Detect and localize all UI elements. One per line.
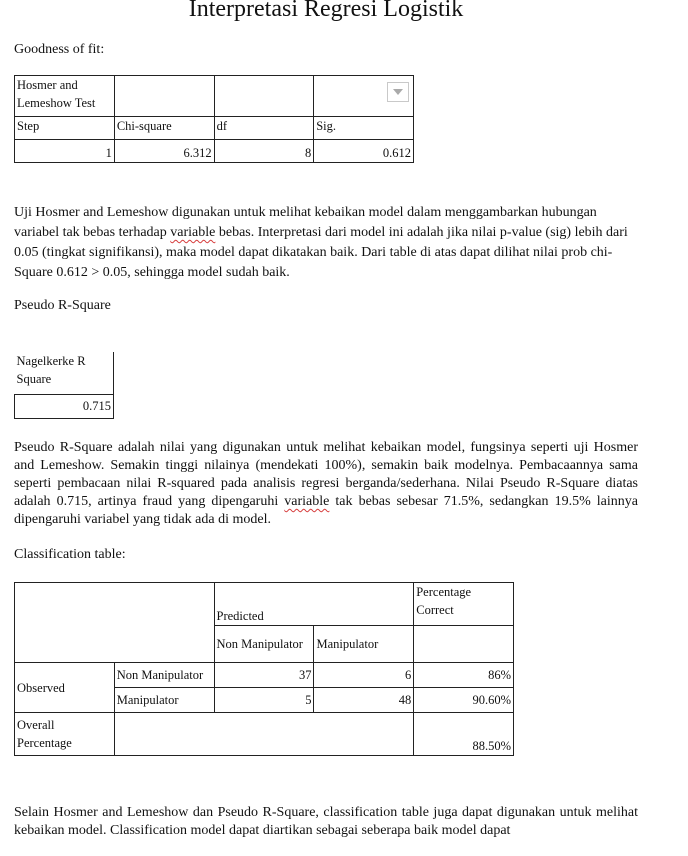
predicted-header: Predicted <box>214 583 414 626</box>
hosmer-lemeshow-table <box>14 75 414 163</box>
percentage-correct-header: Percentage Correct <box>414 583 514 626</box>
hosmer-paragraph: Uji Hosmer and Lemeshow digunakan untuk melihat kebaikan model dalam menggambarkan hubungan variabel tak bebas terhadap variable bebas. Interpretasi dari model ini adalah jika nilai p-value (sig) lebih dari 0.05 (tingkat signifikansi), maka model dapat dikatakan baik. Dari table di atas dapat dilihat nilai prob chi-Square 0.612 > 0.05, sehingga model sudah baik. <box>14 205 628 280</box>
cell-non-non: 37 <box>214 663 314 688</box>
pseudo-r-square-table <box>14 352 114 419</box>
classification-heading: Classification table: <box>14 547 126 562</box>
col-step: Step <box>15 117 115 140</box>
pseudo-r-square-paragraph: Pseudo R-Square adalah nilai yang digunakan untuk melihat kebaikan model, fungsinya seperti uji Hosmer and Lemeshow. Semakin tinggi nilainya (mendekati 100%), semakin baik modelnya. Pembacaannya sama seperti pembacaan nilai R-squared pada analisis regresi berganda/sederhana. Nilai Pseudo R-Square diatas adalah 0.715, artinya fraud yang dipengaruhi variable tak bebas sebesar 71.5%, sedangkan 19.5% lainnya dipengaruhi variabel yang tidak ada di model. <box>14 440 638 527</box>
col-chi-square: Chi-square <box>114 117 214 140</box>
cell-df: 8 <box>214 140 314 163</box>
cell-step: 1 <box>15 140 115 163</box>
cell-man-man: 48 <box>314 688 414 713</box>
col-df: df <box>214 117 314 140</box>
nagelkerke-value-cell: 0.715 <box>15 394 114 418</box>
pseudo-r-square-heading: Pseudo R-Square <box>14 298 111 313</box>
cell-chi-square: 6.312 <box>114 140 214 163</box>
col-manipulator: Manipulator <box>314 626 414 663</box>
observed-label: Observed <box>15 663 115 713</box>
cell-man-non: 5 <box>214 688 314 713</box>
cell-non-pct: 86% <box>414 663 514 688</box>
overall-percentage-value: 88.50% <box>414 713 514 756</box>
spellcheck-word: variable <box>170 225 216 240</box>
classification-paragraph: Selain Hosmer and Lemeshow dan Pseudo R-Square, classification table juga dapat digunakan untuk melihat kebaikan model. Classification model dapat diartikan sebagai seberapa baik model dapat <box>14 805 638 838</box>
col-sig: Sig. <box>314 117 414 140</box>
row-label-non-manipulator: Non Manipulator <box>114 663 214 688</box>
spellcheck-word: variable <box>284 494 330 509</box>
overall-percentage-label: Overall Percentage <box>15 713 115 756</box>
col-non-manipulator: Non Manipulator <box>214 626 314 663</box>
cell-non-man: 6 <box>314 663 414 688</box>
page-title: Interpretasi Regresi Logistik <box>188 0 464 22</box>
classification-table <box>14 582 514 756</box>
cell-man-pct: 90.60% <box>414 688 514 713</box>
goodness-of-fit-heading: Goodness of fit: <box>14 42 105 57</box>
row-label-manipulator: Manipulator <box>114 688 214 713</box>
nagelkerke-header-cell: Nagelkerke R Square <box>15 352 114 394</box>
chevron-down-icon[interactable] <box>387 82 409 102</box>
hosmer-header-cell: Hosmer and Lemeshow Test <box>15 76 115 117</box>
cell-sig: 0.612 <box>314 140 414 163</box>
